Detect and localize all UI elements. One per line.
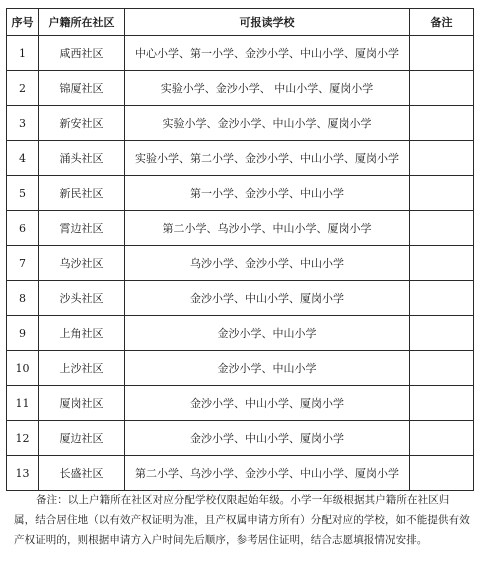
table-row <box>7 106 474 141</box>
row-note <box>410 281 474 316</box>
row-community: 厦岗社区 <box>39 386 125 421</box>
row-schools: 第二小学、乌沙小学、金沙小学、中山小学、厦岗小学 <box>125 456 410 491</box>
row-schools: 实验小学、金沙小学、 中山小学、厦岗小学 <box>125 71 410 106</box>
row-no: 8 <box>7 281 39 316</box>
row-schools: 乌沙小学、金沙小学、中山小学 <box>125 246 410 281</box>
row-community: 咸西社区 <box>39 36 125 71</box>
table-row <box>7 281 474 316</box>
row-no: 5 <box>7 176 39 211</box>
table-row <box>7 71 474 106</box>
table-row <box>7 211 474 246</box>
table-row <box>7 246 474 281</box>
row-note <box>410 211 474 246</box>
row-note <box>410 71 474 106</box>
row-community: 涌头社区 <box>39 141 125 176</box>
row-schools: 第二小学、乌沙小学、中山小学、厦岗小学 <box>125 211 410 246</box>
row-note <box>410 246 474 281</box>
row-community: 沙头社区 <box>39 281 125 316</box>
row-community: 乌沙社区 <box>39 246 125 281</box>
row-note <box>410 176 474 211</box>
row-no: 12 <box>7 421 39 456</box>
row-note <box>410 36 474 71</box>
row-no: 4 <box>7 141 39 176</box>
row-no: 11 <box>7 386 39 421</box>
table-row <box>7 141 474 176</box>
row-schools: 金沙小学、中山小学 <box>125 316 410 351</box>
row-no: 1 <box>7 36 39 71</box>
row-no: 2 <box>7 71 39 106</box>
table-header-row <box>7 9 474 36</box>
header-no: 序号 <box>7 9 39 36</box>
table-row <box>7 36 474 71</box>
row-community: 新民社区 <box>39 176 125 211</box>
row-no: 7 <box>7 246 39 281</box>
row-note <box>410 351 474 386</box>
header-community: 户籍所在社区 <box>39 9 125 36</box>
table-row <box>7 316 474 351</box>
row-no: 10 <box>7 351 39 386</box>
footnote: 备注：以上户籍所在社区对应分配学校仅限起始年级。小学一年级根据其户籍所在社区归属，结合居住地（以有效产权证明为准，且产权属申请方所有）分配对应的学校，如不能提供有效产权证明的，则根据申请方入户时间先后顺序，参考居住证明，结合志愿填报情况安排。 <box>14 494 470 546</box>
row-note <box>410 456 474 491</box>
row-no: 3 <box>7 106 39 141</box>
header-note: 备注 <box>410 9 474 36</box>
table-body <box>7 36 474 491</box>
row-no: 6 <box>7 211 39 246</box>
row-note <box>410 421 474 456</box>
row-community: 锦厦社区 <box>39 71 125 106</box>
row-note <box>410 106 474 141</box>
header-schools: 可报读学校 <box>125 9 410 36</box>
table-row <box>7 421 474 456</box>
row-note <box>410 316 474 351</box>
row-schools: 金沙小学、中山小学 <box>125 351 410 386</box>
row-schools: 中心小学、第一小学、金沙小学、中山小学、厦岗小学 <box>125 36 410 71</box>
row-schools: 金沙小学、中山小学、厦岗小学 <box>125 421 410 456</box>
table-row <box>7 351 474 386</box>
row-no: 9 <box>7 316 39 351</box>
row-schools: 实验小学、金沙小学、中山小学、厦岗小学 <box>125 106 410 141</box>
school-allocation-table <box>6 8 474 491</box>
row-schools: 实验小学、第二小学、金沙小学、中山小学、厦岗小学 <box>125 141 410 176</box>
row-community: 上沙社区 <box>39 351 125 386</box>
row-note <box>410 141 474 176</box>
table-row <box>7 176 474 211</box>
table-header <box>7 9 474 36</box>
table-row <box>7 386 474 421</box>
row-community: 新安社区 <box>39 106 125 141</box>
row-community: 霄边社区 <box>39 211 125 246</box>
row-schools: 金沙小学、中山小学、厦岗小学 <box>125 386 410 421</box>
row-note <box>410 386 474 421</box>
row-community: 长盛社区 <box>39 456 125 491</box>
row-community: 厦边社区 <box>39 421 125 456</box>
table-row <box>7 456 474 491</box>
row-no: 13 <box>7 456 39 491</box>
row-schools: 金沙小学、中山小学、厦岗小学 <box>125 281 410 316</box>
row-schools: 第一小学、金沙小学、中山小学 <box>125 176 410 211</box>
row-community: 上角社区 <box>39 316 125 351</box>
